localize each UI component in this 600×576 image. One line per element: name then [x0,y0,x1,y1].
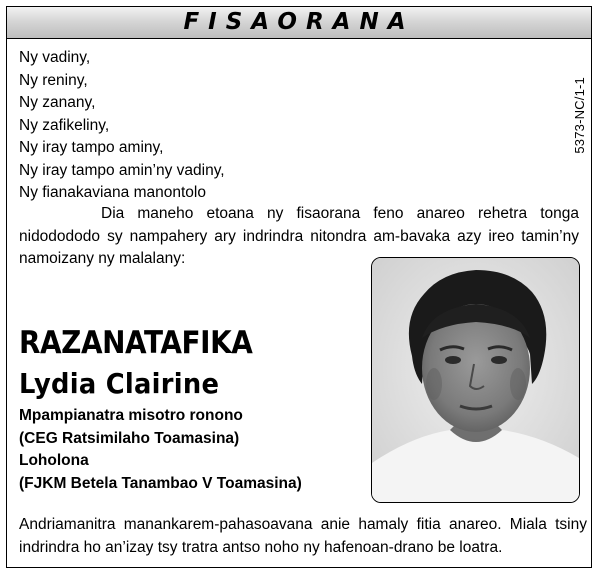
detail-line: (FJKM Betela Tanambao V Toamasina) [19,474,302,492]
recipient-line: Ny vadiny, [19,49,91,66]
notice-title: FISAORANA [183,9,415,35]
detail-line: Mpampianatra misotro ronono [19,407,243,424]
recipients-list [19,47,225,205]
reference-code: 5373-NC/1-1 [572,77,587,154]
detail-line: (CEG Ratsimilaho Toamasina) [19,429,240,447]
intro-paragraph: Dia maneho etoana ny fisaorana feno anareo rehetra tonga nidodododo sy nampahery ary indrindra nitondra am-bavaka azy ireo tamin’ny namoizany ny malalany: [19,205,579,267]
deceased-first-name: Lydia Clairine [19,367,220,400]
recipient-line: Ny zafikeliny, [19,116,110,134]
deceased-details [19,405,302,495]
portrait-photo [371,257,580,503]
recipient-line: Ny reniny, [19,71,88,89]
deceased-last-name: RAZANATAFIKA [19,325,253,361]
recipient-line: Ny iray tampo aminy, [19,139,164,156]
recipient-line: Ny iray tampo amin’ny vadiny, [19,161,225,179]
detail-line: Loholona [19,452,89,469]
recipient-line: Ny fianakaviana manontolo [19,184,206,201]
header-banner [7,7,591,39]
notice-frame [6,6,592,568]
recipient-line: Ny zanany, [19,94,96,111]
closing-paragraph: Andriamanitra manankarem-pahasoavana anie hamaly fitia anareo. Miala tsiny indrindra ho an’izay tsy tratra antso noho ny hafenoan-drano be loatra. [19,516,587,556]
portrait-image [372,258,579,502]
